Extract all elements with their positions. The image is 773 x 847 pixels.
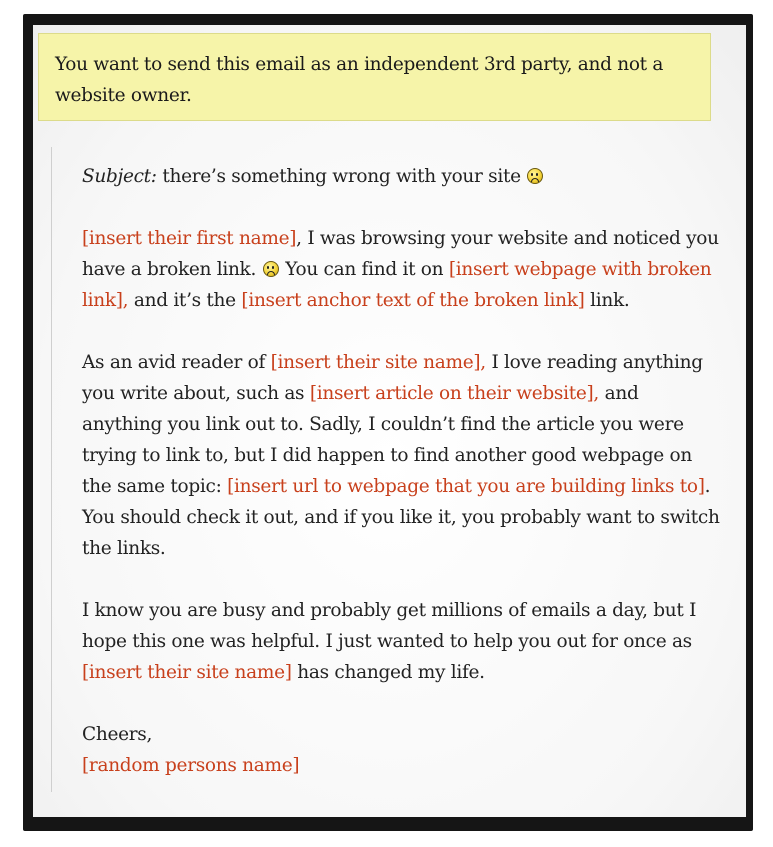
p2-text-4: . You should check it out, and if you like it, you probably want to switch the links.: [82, 476, 720, 559]
p3-text-1: I know you are busy and probably get millions of emails a day, but I hope this one was helpful. I just wanted to help you out for once as: [82, 600, 697, 652]
p2-text-2: I love reading anything you write about, such as: [82, 352, 703, 404]
placeholder-broken-webpage: [insert webpage with broken link],: [82, 259, 712, 311]
email-subject-line: [82, 161, 721, 192]
content-page: [33, 25, 746, 817]
email-paragraph-3: [82, 595, 721, 688]
placeholder-article: [insert article on their website],: [309, 383, 600, 404]
sad-face-emoji-icon: [263, 261, 279, 277]
email-paragraph-2: [82, 347, 721, 564]
email-template-quote: [51, 147, 721, 792]
signoff: Cheers,: [82, 724, 153, 745]
email-paragraph-1: [82, 223, 721, 316]
p1-text-1: , I was browsing your website and noticed you have a broken link.: [82, 228, 719, 280]
subject-text: there’s something wrong with your site: [156, 166, 527, 187]
placeholder-person-name: [random persons name]: [82, 755, 300, 776]
p3-text-2: has changed my life.: [291, 662, 485, 683]
subject-label: Subject:: [82, 166, 157, 187]
placeholder-anchor-text: [insert anchor text of the broken link]: [241, 290, 585, 311]
placeholder-site-name-2: [insert their site name]: [82, 662, 292, 683]
p1-text-4: link.: [584, 290, 630, 311]
sad-face-emoji-icon: [527, 168, 543, 184]
email-closing: [82, 719, 721, 781]
placeholder-first-name: [insert their first name]: [82, 228, 297, 249]
p2-text-1: As an avid reader of: [82, 352, 271, 373]
p1-text-3: and it’s the: [128, 290, 242, 311]
placeholder-url: [insert url to webpage that you are building links to]: [227, 476, 705, 497]
p2-text-3: and anything you link out to. Sadly, I couldn’t find the article you were trying to link to, but I did happen to find another good webpage on the same topic:: [82, 383, 692, 497]
screenshot-frame: [23, 14, 753, 831]
p1-text-2: You can find it on: [279, 259, 449, 280]
placeholder-site-name: [insert their site name],: [270, 352, 486, 373]
notice-text: You want to send this email as an independent 3rd party, and not a website owner.: [55, 54, 664, 106]
notice-box: [38, 33, 711, 121]
